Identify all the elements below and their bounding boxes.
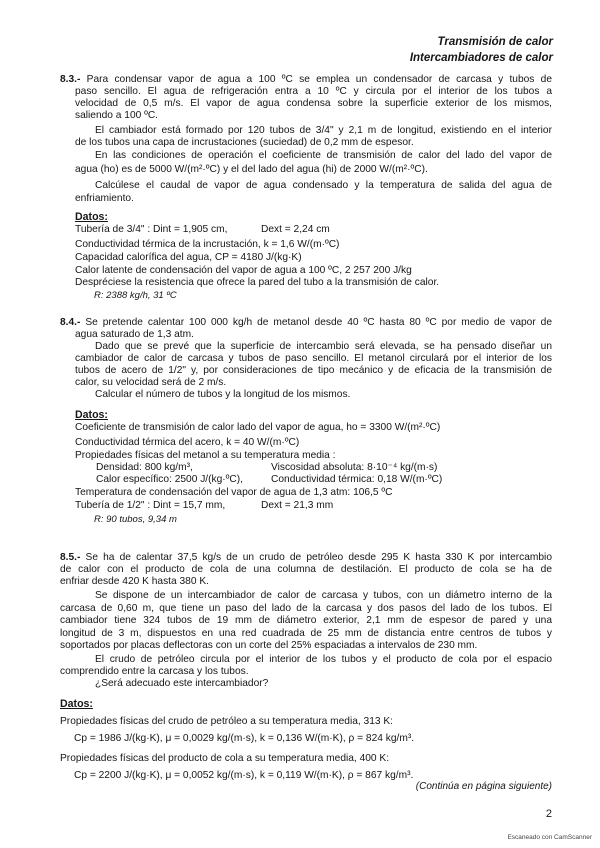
d: Viscosidad absoluta: 8·10⁻⁴ kg/(m·s) bbox=[271, 462, 438, 473]
datos-8-3-line-4: Calor latente de condensación del vapor de agua a 100 ºC, 2 257 200 J/kg bbox=[75, 265, 412, 276]
datos-8-3-line-1 bbox=[75, 224, 552, 236]
datos-8-5-line-2: Cp = 1986 J/(kg·K), μ = 0,0029 kg/(m·s), k = 0,136 W/(m·K), ρ = 824 kg/m³. bbox=[74, 733, 415, 744]
datos-8-5-line-1: Propiedades físicas del crudo de petróleo a su temperatura media, 313 K: bbox=[60, 716, 393, 727]
datos-8-4-line-3: Propiedades físicas del metanol a su temperatura media : bbox=[75, 450, 336, 461]
page-number: 2 bbox=[545, 808, 552, 820]
problem-8-3-line-3: velocidad de 0,5 m/s. El vapor de agua condensa sobre la superficie exterior de los mismos, bbox=[75, 98, 552, 109]
problem-8-3-line-10: enfriamiento. bbox=[75, 193, 134, 204]
datos-heading-8-4: Datos: bbox=[75, 409, 108, 421]
datos-8-4-line-2: Conductividad térmica del acero, k = 40 W/(m·ºC) bbox=[75, 437, 300, 448]
text: Se ha de calentar 37,5 kg/s de un crudo de petróleo desde 295 K hasta 330 K por intercambio bbox=[80, 552, 552, 563]
problem-8-3-line-7: En las condiciones de operación el coeficiente de transmisión de calor del lado del vapor de bbox=[95, 150, 552, 161]
continuation-note: (Continúa en página siguiente) bbox=[415, 781, 552, 792]
problem-8-5-line-9: El crudo de petróleo circula por el interior de los tubos y el producto de cola por el espacio bbox=[95, 654, 552, 665]
problem-8-5-line-10: comprendido entre la carcasa y los tubos. bbox=[60, 666, 249, 677]
datos-8-4-line-7 bbox=[75, 500, 552, 512]
problem-8-4-line-7: Calcular el número de tubos y la longitud de los mismos. bbox=[95, 389, 351, 400]
problem-8-3-line-9: Calcúlese el caudal de vapor de agua condensado y la temperatura de salida del agua de bbox=[95, 180, 552, 191]
scanner-watermark: Escaneado con CamScanner bbox=[507, 834, 592, 841]
answer-8-3: R: 2388 kg/h, 31 ºC bbox=[94, 290, 177, 301]
answer-8-4: R: 90 tubos, 9,34 m bbox=[94, 514, 177, 525]
problem-8-4-line-1 bbox=[60, 317, 552, 329]
problem-8-3-line-1 bbox=[60, 74, 552, 86]
header-title-2: Intercambiadores de calor bbox=[409, 52, 553, 64]
problem-8-3-line-4: saliendo a 100 ºC. bbox=[75, 110, 159, 121]
d: Tubería de 3/4" : Dint = 1,905 cm, bbox=[75, 224, 228, 235]
datos-8-4-line-4 bbox=[96, 462, 552, 474]
problem-8-3-line-6: de los tubos una capa de incrustaciones (suciedad) de 0,2 mm de espesor. bbox=[75, 137, 414, 148]
problem-8-5-line-4: Se dispone de un intercambiador de calor de carcasa y tubos, con un diámetro interno de la bbox=[95, 590, 552, 601]
datos-8-4-line-1: Coeficiente de transmisión de calor lado del vapor de agua, ho = 3300 W/(m²·ºC) bbox=[75, 422, 441, 433]
problem-number: 8.5.- bbox=[60, 552, 81, 563]
problem-8-3-line-2: paso sencillo. El agua de refrigeración entra a 10 ºC y circula por el interior de los tubos a bbox=[75, 86, 552, 97]
d: Densidad: 800 kg/m³, bbox=[96, 462, 193, 473]
problem-8-4-line-4: cambiador de calor de carcasa y tubos de paso sencillo. El metanol circulará por el interior de los bbox=[75, 353, 552, 364]
problem-8-5-line-3: enfriar desde 420 K hasta 380 K. bbox=[60, 576, 209, 587]
d: Dext = 2,24 cm bbox=[261, 224, 330, 235]
problem-8-5-line-1 bbox=[60, 552, 552, 564]
datos-heading-8-3: Datos: bbox=[75, 211, 108, 223]
problem-8-5-line-11: ¿Será adecuado este intercambiador? bbox=[95, 678, 269, 689]
problem-8-4-line-2: agua saturado de 1,3 atm. bbox=[75, 329, 194, 340]
datos-8-3-line-3: Capacidad calorífica del agua, CP = 4180 J/(kg·K) bbox=[75, 252, 302, 263]
text: Para condensar vapor de agua a 100 ºC se emplea un condensador de carcasa y tubos de bbox=[80, 74, 552, 85]
datos-8-3-line-5: Despréciese la resistencia que ofrece la pared del tubo a la transmisión de calor. bbox=[75, 277, 440, 288]
problem-number: 8.4.- bbox=[60, 317, 81, 328]
datos-8-4-line-6: Temperatura de condensación del vapor de agua de 1,3 atm: 106,5 ºC bbox=[75, 487, 393, 498]
problem-8-5-line-7: longitud de 3 m, dispuestos en una red cuadrada de 25 mm de distancia entre centros de tubos y bbox=[60, 628, 552, 639]
d: Conductividad térmica: 0,18 W/(m·ºC) bbox=[271, 474, 443, 485]
header-title-1: Transmisión de calor bbox=[437, 36, 553, 48]
problem-8-3-line-8: agua (ho) es de 5000 W/(m²·ºC) y el del lado del agua (hi) de 2000 W/(m²·ºC). bbox=[75, 164, 428, 175]
problem-8-4-line-6: calor, su velocidad será de 2 m/s. bbox=[75, 377, 227, 388]
datos-heading-8-5: Datos: bbox=[60, 698, 93, 710]
text: Se pretende calentar 100 000 kg/h de metanol desde 40 ºC hasta 80 ºC por medio de vapor de bbox=[80, 317, 552, 328]
problem-8-5-line-8: soportados por placas deflectoras con un corte del 25% espaciadas a intervalos de 230 mm. bbox=[60, 640, 478, 651]
d: Tubería de 1/2" : Dint = 15,7 mm, bbox=[75, 500, 226, 511]
problem-8-3-line-5: El cambiador está formado por 120 tubos de 3/4" y 2,1 m de longitud, existiendo en el interior bbox=[95, 125, 552, 136]
problem-8-5-line-5: carcasa de 0,60 m, que tiene un paso del lado de la carcasa y dos pasos del lado de los tubos. El bbox=[60, 603, 552, 614]
problem-number: 8.3.- bbox=[60, 74, 81, 85]
d: Dext = 21,3 mm bbox=[261, 500, 334, 511]
problem-8-4-line-5: tubos de acero de 1/2" y, por consideraciones de tipo mecánico y de eficacia de la transmisión de bbox=[75, 365, 552, 376]
problem-8-5-line-2: de calor con el producto de cola de una columna de destilación. El producto de cola se ha de bbox=[60, 564, 552, 575]
problem-8-4-line-3: Dado que se prevé que la superficie de intercambio será elevada, se ha pensado diseñar un bbox=[95, 341, 552, 352]
datos-8-4-line-5 bbox=[96, 474, 552, 486]
problem-8-5-line-6: cambiador tiene 324 tubos de 19 mm de diámetro exterior, 2,1 mm de espesor de pared y una bbox=[60, 615, 552, 626]
datos-8-3-line-2: Conductividad térmica de la incrustación, k = 1,6 W/(m·ºC) bbox=[75, 239, 340, 250]
datos-8-5-line-3: Propiedades físicas del producto de cola a su temperatura media, 400 K: bbox=[60, 753, 390, 764]
d: Calor específico: 2500 J/(kg·ºC), bbox=[96, 474, 243, 485]
datos-8-5-line-4: Cp = 2200 J/(kg·K), μ = 0,0052 kg/(m·s), k = 0,119 W/(m·K), ρ = 867 kg/m³. bbox=[74, 770, 414, 781]
